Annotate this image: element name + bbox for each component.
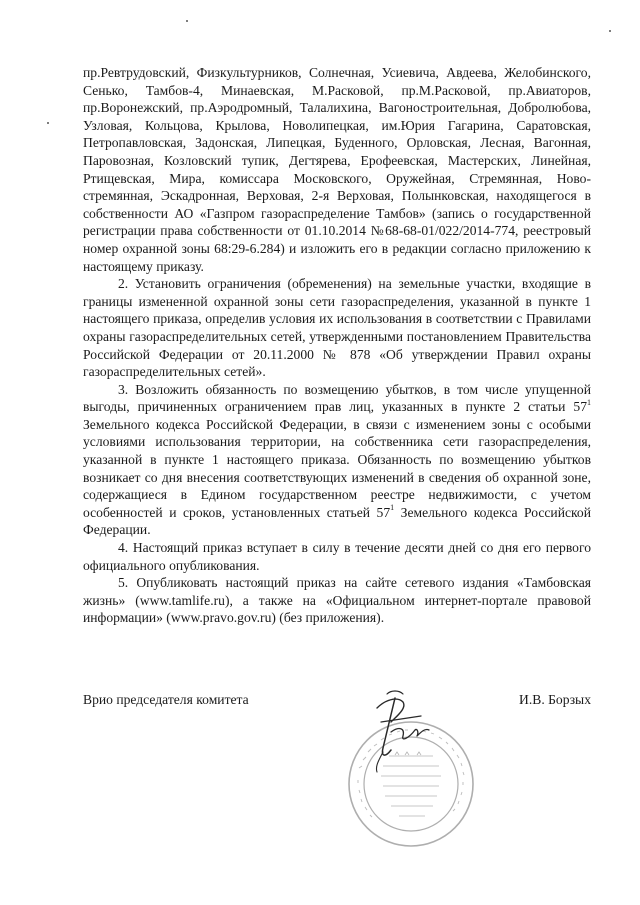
scan-speck bbox=[47, 122, 49, 124]
document-body bbox=[83, 64, 591, 627]
seal-outer-ring bbox=[349, 722, 473, 846]
signatory-name: И.В. Борзых bbox=[519, 692, 591, 707]
paragraph-4: 4. Настоящий приказ вступает в силу в течение десяти дней со дня его первого официального опубликования. bbox=[83, 540, 591, 573]
paragraph-5: 5. Опубликовать настоящий приказ на сайте сетевого издания «Тамбовская жизнь» (www.tamlife.ru), а также на «Официальном интернет-портале правовой информации» (www.pravo.gov.ru) (без приложения). bbox=[83, 575, 591, 626]
paragraph-1-continuation: пр.Ревтрудовский, Физкультурников, Солнечная, Усиевича, Авдеева, Желобинского, Сенько, Тамбов-4, Минаевская, М.Расковой, пр.М.Расковой, пр.Авиаторов, пр.Воронежский, пр.Аэродромный, Талалихина, Вагоностроительная, Добролюбова, Узловая, Кольцова, Крылова, Новолипецкая, им.Юрия Гагарина, Саратовская, Петропавловская, Задонская, Липецкая, Буденного, Орловская, Лесная, Вагонная, Паровозная, Козловский тупик, Дегтярева, Ерофеевская, Мастерских, Линейная, Ртищевская, Мира, комиссара Московского, Оружейная, Стремянная, Ново-стремянная, Эскадронная, Верховая, 2-я Верховая, Полынковская, находящегося в собственности АО «Газпром газораспределение Тамбов» (запись о государственной регистрации права собственности от 01.10.2014 №68-68-01/022/2014-774, реестровый номер охранной зоны 68:29-6.284) и изложить его в редакции согласно приложению к настоящему приказу. bbox=[83, 65, 591, 274]
seal-ring-lettering bbox=[358, 730, 464, 817]
paragraph-3-text-c: Земельного кодекса Российской Федерации. bbox=[83, 504, 591, 538]
official-seal-and-signature bbox=[325, 686, 505, 856]
superscript-1: 1 bbox=[587, 397, 591, 407]
scan-speck bbox=[186, 20, 188, 22]
paragraph-2: 2. Установить ограничения (обременения) на земельные участки, входящие в границы измененной охранной зоны сети газораспределения, указанной в пункте 1 настоящего приказа, определив условия их использования в соответствии с Правилами охраны газораспределительных сетей, утвержденными постановлением Правительства Российской Федерации от 20.11.2000 № 878 «Об утверждении Правил охраны газораспределительных сетей». bbox=[83, 276, 591, 380]
signatory-position: Врио председателя комитета bbox=[83, 692, 249, 707]
paragraph-3-text-b: Земельного кодекса Российской Федерации, в связи с изменением зоны с особыми условиями использования территории, на собственника сети газораспределения, указанной в пункте 1 настоящего приказа. Обязанность по возмещению убытков возникает со дня внесения соответствующих изменений в сведения об охранной зоне, содержащиеся в Едином государственном реестре недвижимости, с учетом особенностей и сроков, установленных статьей 57 bbox=[83, 416, 591, 520]
superscript-1: 1 bbox=[390, 503, 395, 513]
handwritten-signature bbox=[376, 691, 429, 772]
paragraph-3 bbox=[83, 381, 591, 539]
scan-speck bbox=[609, 30, 611, 32]
seal-inner-ring bbox=[364, 737, 458, 831]
paragraph-3-text-a: 3. Возложить обязанность по возмещению убытков, в том числе упущенной выгоды, причиненных ограничением прав лиц, указанных в пункте 2 статьи 57 bbox=[83, 381, 591, 415]
seal-center-lines bbox=[381, 752, 441, 816]
